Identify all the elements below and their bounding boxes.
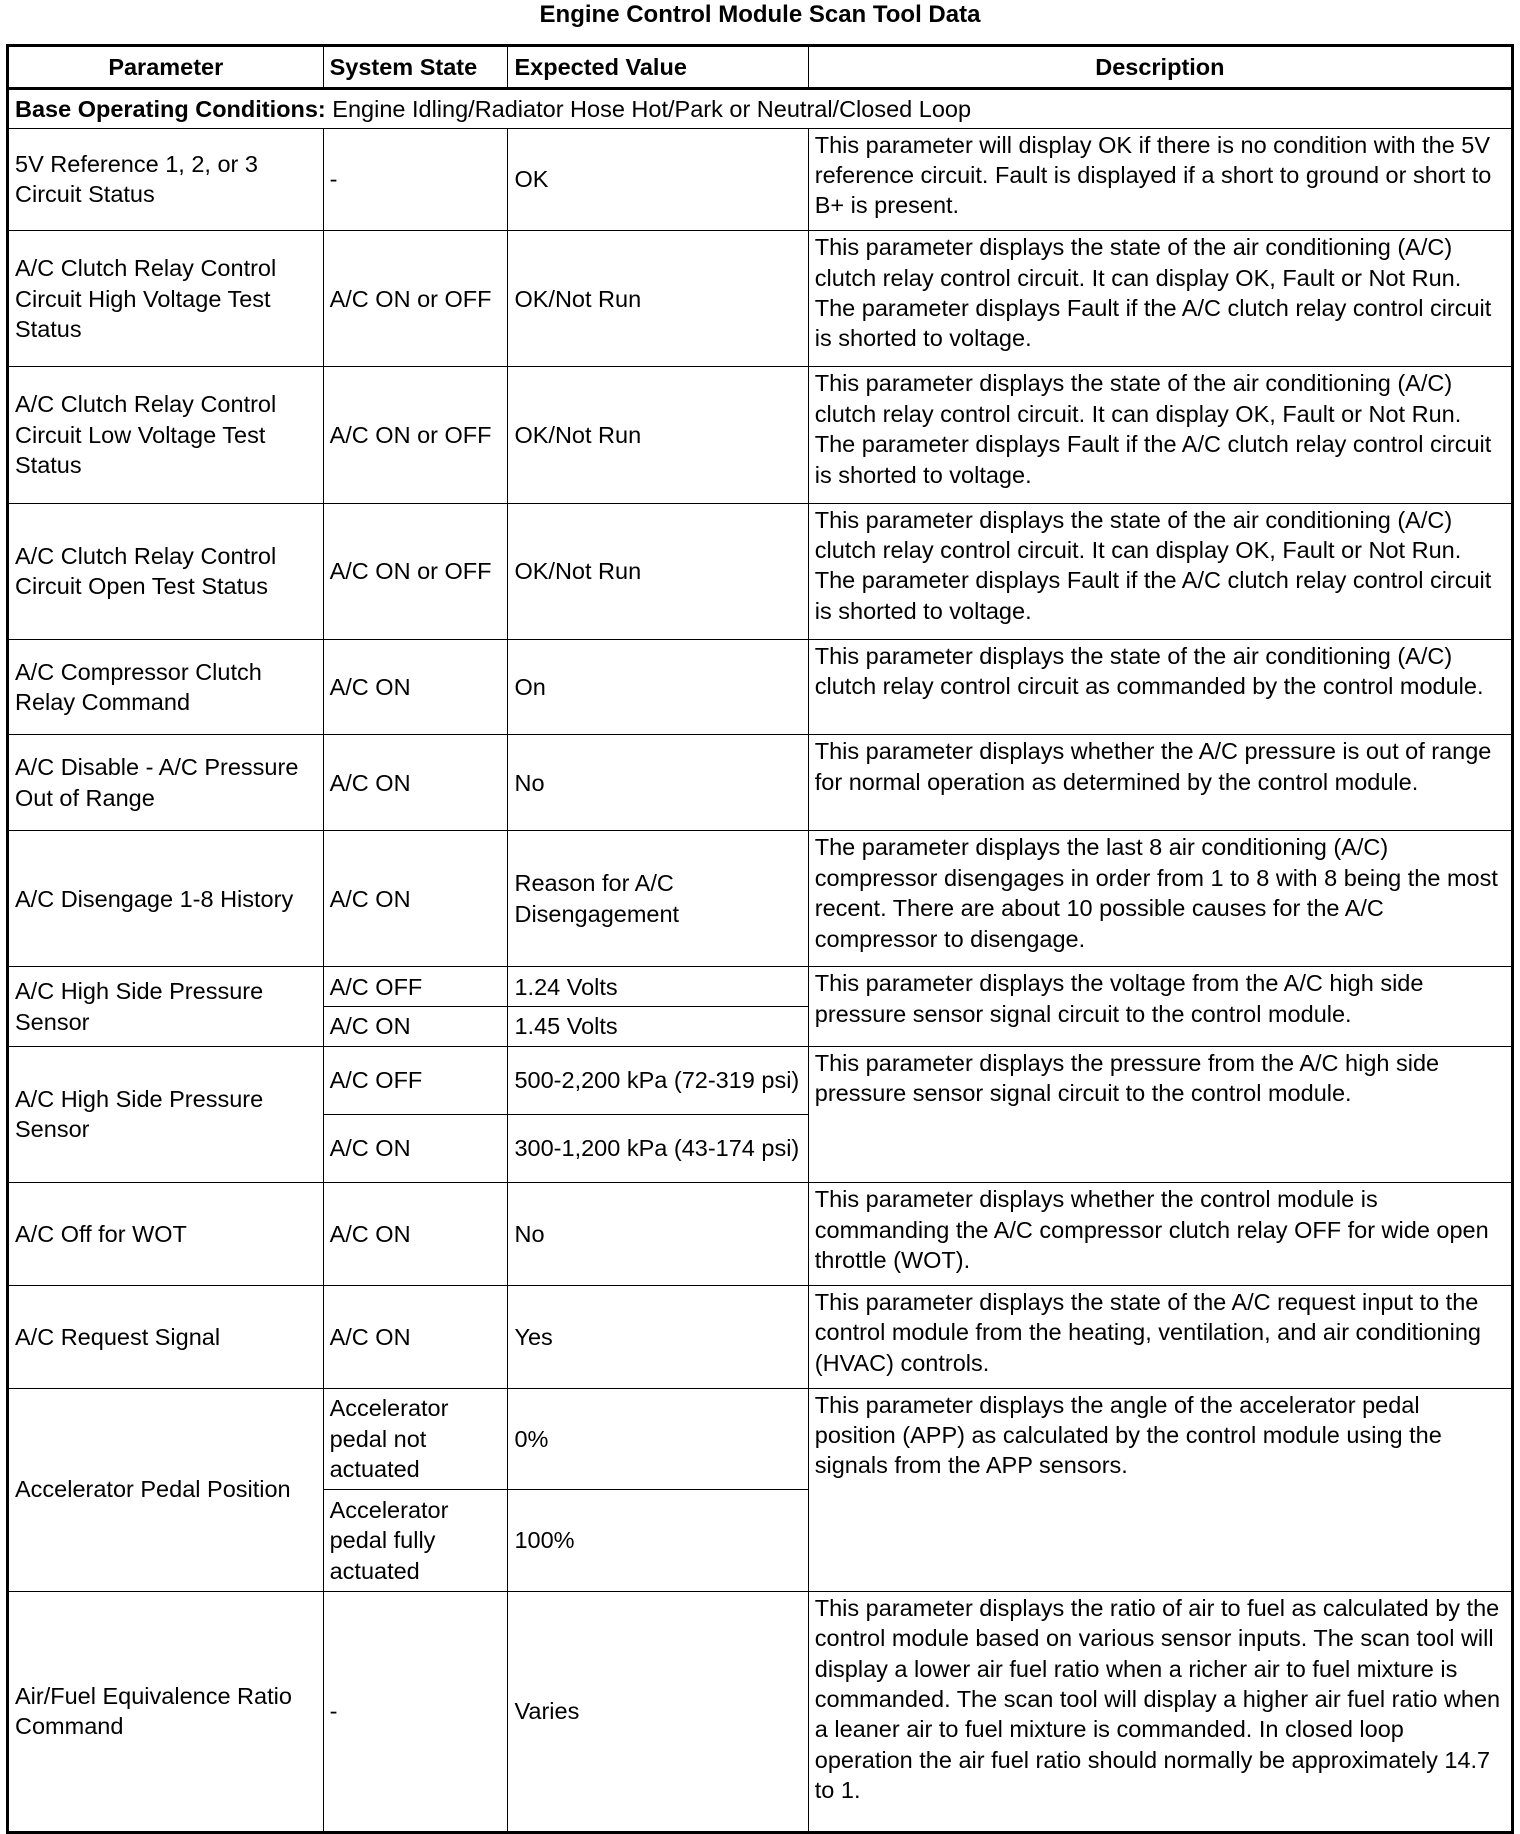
system-state-cell: A/C ON: [323, 1285, 508, 1388]
parameter-cell: A/C Clutch Relay Control Circuit High Voltage Test Status: [8, 231, 324, 367]
system-state-cell: A/C ON or OFF: [323, 503, 508, 639]
table-row: [8, 367, 1513, 503]
expected-value-cell: On: [508, 639, 808, 735]
system-state-cell: Accelerator pedal fully actuated: [323, 1490, 508, 1592]
system-state-cell: A/C ON: [323, 735, 508, 831]
system-state-cell: A/C ON: [323, 831, 508, 967]
table-row: [8, 1591, 1513, 1832]
expected-value-cell: OK/Not Run: [508, 231, 808, 367]
description-cell: This parameter displays the state of the air conditioning (A/C) clutch relay control circuit. It can display OK, Fault or Not Run. The parameter displays Fault if the A/C clutch relay control circuit is shorted to voltage.: [808, 231, 1512, 367]
system-state-cell: A/C OFF: [323, 967, 508, 1007]
table-header-row: [8, 46, 1513, 89]
table-row: [8, 231, 1513, 367]
table-row: [8, 128, 1513, 231]
expected-value-cell: No: [508, 735, 808, 831]
expected-value-cell: Yes: [508, 1285, 808, 1388]
expected-value-cell: Reason for A/C Disengagement: [508, 831, 808, 967]
parameter-cell: A/C Disengage 1-8 History: [8, 831, 324, 967]
table-row: [8, 639, 1513, 735]
expected-value-cell: OK: [508, 128, 808, 231]
expected-value-cell: 100%: [508, 1490, 808, 1592]
system-state-cell: A/C ON: [323, 1183, 508, 1286]
table-row: [8, 1183, 1513, 1286]
description-cell: This parameter displays the state of the air conditioning (A/C) clutch relay control circuit. It can display OK, Fault or Not Run. The parameter displays Fault if the A/C clutch relay control circuit is shorted to voltage.: [808, 367, 1512, 503]
expected-value-cell: 1.45 Volts: [508, 1007, 808, 1047]
column-header-expected-value: Expected Value: [508, 46, 808, 89]
table-row: [8, 1285, 1513, 1388]
description-cell: This parameter displays the state of the A/C request input to the control module from the heating, ventilation, and air conditioning (HVAC) controls.: [808, 1285, 1512, 1388]
table-row: [8, 1046, 1513, 1114]
base-conditions-row: [8, 88, 1513, 128]
system-state-cell: A/C ON: [323, 1114, 508, 1182]
scan-tool-data-table: [6, 44, 1514, 1834]
description-cell: This parameter displays whether the control module is commanding the A/C compressor clutch relay OFF for wide open throttle (WOT).: [808, 1183, 1512, 1286]
parameter-cell: 5V Reference 1, 2, or 3 Circuit Status: [8, 128, 324, 231]
description-cell: This parameter displays the pressure from the A/C high side pressure sensor signal circuit to the control module.: [808, 1046, 1512, 1183]
expected-value-cell: Varies: [508, 1591, 808, 1832]
parameter-cell: A/C Compressor Clutch Relay Command: [8, 639, 324, 735]
expected-value-cell: No: [508, 1183, 808, 1286]
parameter-cell: A/C Request Signal: [8, 1285, 324, 1388]
description-cell: This parameter displays the state of the air conditioning (A/C) clutch relay control circuit as commanded by the control module.: [808, 639, 1512, 735]
expected-value-cell: 1.24 Volts: [508, 967, 808, 1007]
system-state-cell: A/C ON or OFF: [323, 231, 508, 367]
parameter-cell: A/C Clutch Relay Control Circuit Low Voltage Test Status: [8, 367, 324, 503]
system-state-cell: Accelerator pedal not actuated: [323, 1388, 508, 1490]
description-cell: This parameter displays the voltage from the A/C high side pressure sensor signal circuit to the control module.: [808, 967, 1512, 1046]
column-header-system-state: System State: [323, 46, 508, 89]
parameter-cell: A/C High Side Pressure Sensor: [8, 967, 324, 1046]
table-row: [8, 831, 1513, 967]
description-cell: This parameter displays the ratio of air to fuel as calculated by the control module based on various sensor inputs. The scan tool will display a lower air fuel ratio when a richer air to fuel mixture is commanded. The scan tool will display a higher air fuel ratio when a leaner air to fuel mixture is commanded. In closed loop operation the air fuel ratio should normally be approximately 14.7 to 1.: [808, 1591, 1512, 1832]
parameter-cell: A/C Off for WOT: [8, 1183, 324, 1286]
description-cell: This parameter displays the angle of the accelerator pedal position (APP) as calculated by the control module using the signals from the APP sensors.: [808, 1388, 1512, 1591]
parameter-cell: Air/Fuel Equivalence Ratio Command: [8, 1591, 324, 1832]
system-state-cell: A/C ON: [323, 1007, 508, 1047]
table-row: [8, 1388, 1513, 1490]
system-state-cell: A/C ON: [323, 639, 508, 735]
table-row: [8, 503, 1513, 639]
column-header-parameter: Parameter: [8, 46, 324, 89]
system-state-cell: A/C OFF: [323, 1046, 508, 1114]
column-header-description: Description: [808, 46, 1512, 89]
expected-value-cell: 300-1,200 kPa (43-174 psi): [508, 1114, 808, 1182]
system-state-cell: -: [323, 1591, 508, 1832]
base-conditions-text: Engine Idling/Radiator Hose Hot/Park or Neutral/Closed Loop: [325, 95, 972, 122]
page-title: Engine Control Module Scan Tool Data: [539, 1, 981, 28]
table-row: [8, 735, 1513, 831]
base-conditions-cell: [8, 88, 1513, 128]
description-cell: This parameter will display OK if there is no condition with the 5V reference circuit. Fault is displayed if a short to ground or short to B+ is present.: [808, 128, 1512, 231]
description-cell: This parameter displays whether the A/C pressure is out of range for normal operation as determined by the control module.: [808, 735, 1512, 831]
description-cell: This parameter displays the state of the air conditioning (A/C) clutch relay control circuit. It can display OK, Fault or Not Run. The parameter displays Fault if the A/C clutch relay control circuit is shorted to voltage.: [808, 503, 1512, 639]
description-cell: The parameter displays the last 8 air conditioning (A/C) compressor disengages in order from 1 to 8 with 8 being the most recent. There are about 10 possible causes for the A/C compressor to disengage.: [808, 831, 1512, 967]
parameter-cell: Accelerator Pedal Position: [8, 1388, 324, 1591]
base-conditions-label: Base Operating Conditions:: [15, 95, 326, 122]
expected-value-cell: OK/Not Run: [508, 503, 808, 639]
expected-value-cell: OK/Not Run: [508, 367, 808, 503]
system-state-cell: -: [323, 128, 508, 231]
parameter-cell: A/C Disable - A/C Pressure Out of Range: [8, 735, 324, 831]
expected-value-cell: 0%: [508, 1388, 808, 1490]
parameter-cell: A/C Clutch Relay Control Circuit Open Test Status: [8, 503, 324, 639]
table-row: [8, 967, 1513, 1007]
expected-value-cell: 500-2,200 kPa (72-319 psi): [508, 1046, 808, 1114]
parameter-cell: A/C High Side Pressure Sensor: [8, 1046, 324, 1183]
system-state-cell: A/C ON or OFF: [323, 367, 508, 503]
